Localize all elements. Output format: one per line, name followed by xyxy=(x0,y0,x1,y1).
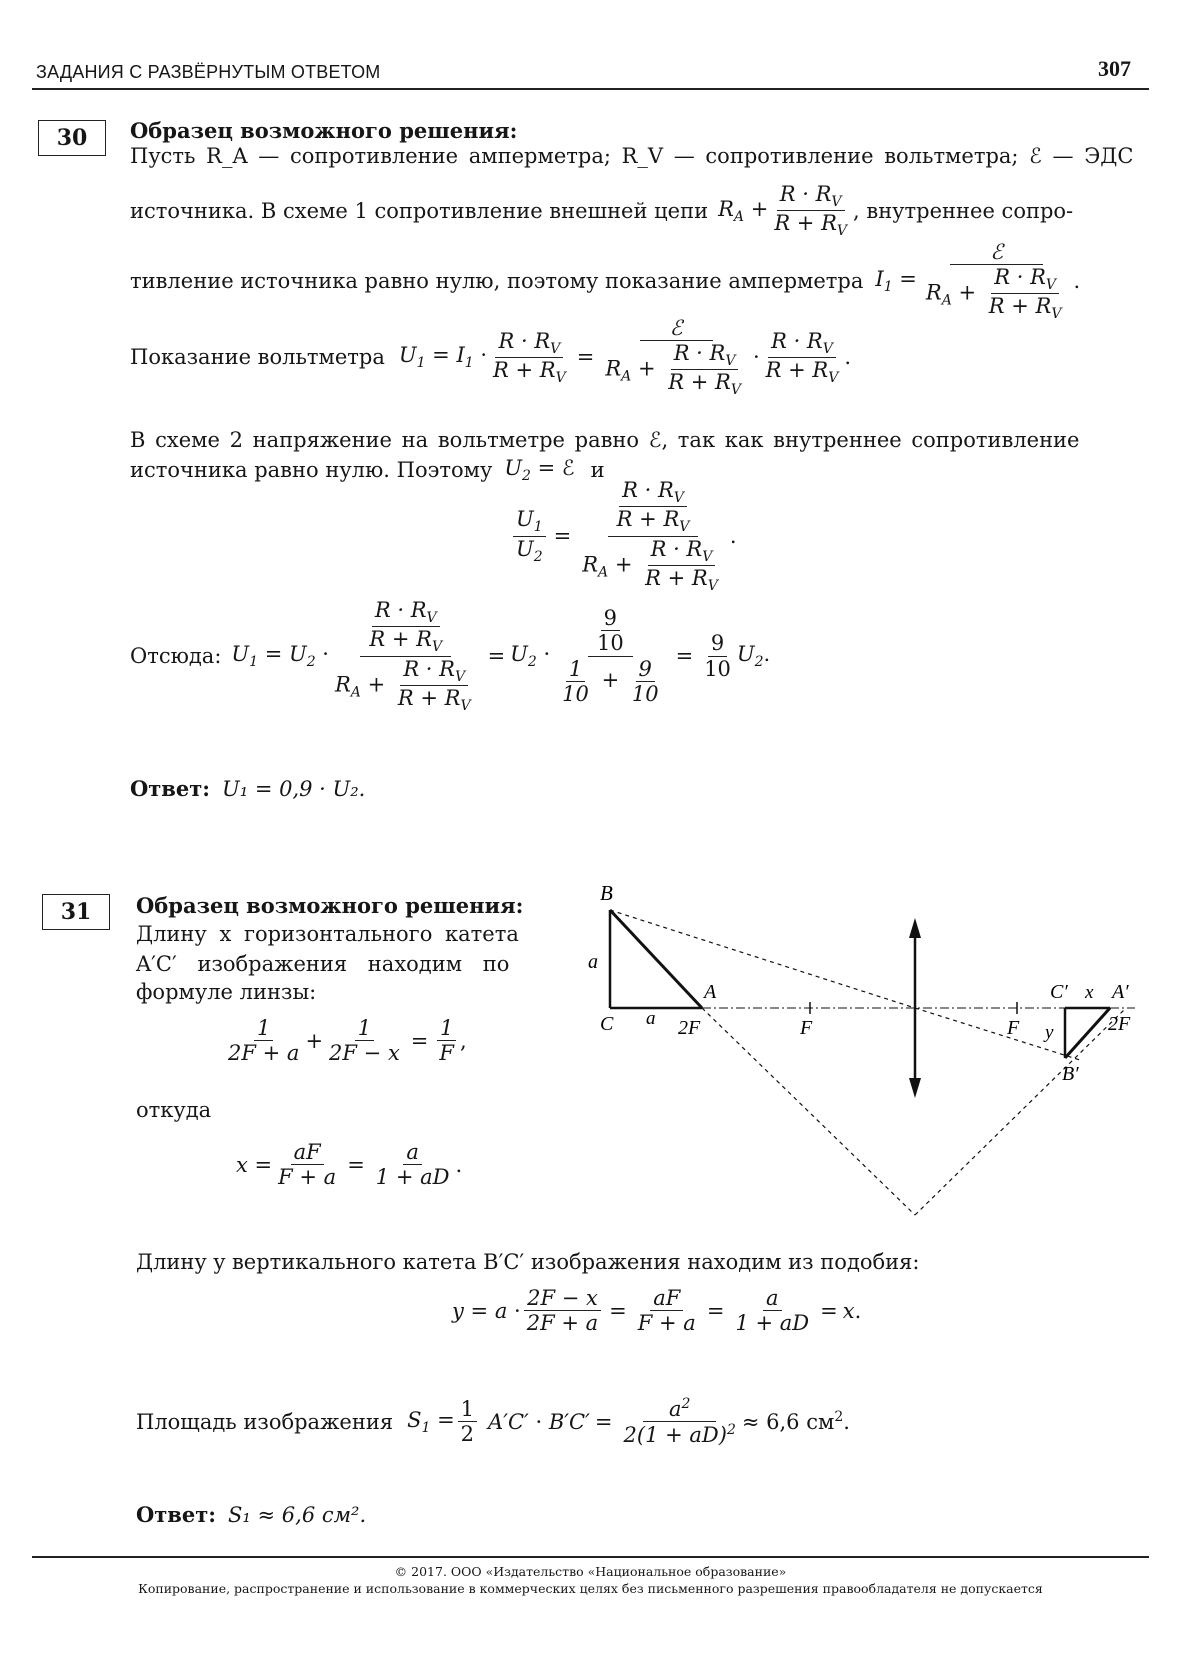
area-text: Площадь изображения xyxy=(136,1409,394,1434)
task-30-line5: В схеме 2 напряжение на вольтметре равно ℰ, так как внутреннее сопротивление xyxy=(130,428,1080,452)
line6-text-b: и xyxy=(590,458,605,483)
task-30-number: 30 xyxy=(38,120,106,156)
header-rule xyxy=(32,88,1149,90)
ray-center-bprime xyxy=(915,1008,1080,1060)
x-formula: x = $\frac{aF}{F + a}$ = $\frac{a}{1 + aD}$ . xyxy=(236,1140,463,1190)
task-31-text1: Длину x горизонтального катета xyxy=(136,922,519,946)
footer-notice: Копирование, распространение и использование в коммерческих целях без письменного разрешения правообладателя не допускается xyxy=(138,1581,1043,1596)
task-31-heading: Образец возможного решения: xyxy=(136,893,524,918)
answer-31-label: Ответ: xyxy=(136,1502,217,1527)
label-2f-left: 2F xyxy=(678,1017,701,1039)
lens-arrow-bottom xyxy=(909,1078,921,1098)
whence-text: откуда xyxy=(136,1098,212,1122)
lens-diagram xyxy=(580,880,1150,1220)
line6-text: источника равно нулю. Поэтому xyxy=(130,458,493,483)
label-b: B xyxy=(600,881,613,905)
line2-text-a: источника. В схеме 1 сопротивление внешней цепи xyxy=(130,198,709,223)
label-bprime: B′ xyxy=(1062,1063,1079,1085)
label-x: x xyxy=(1085,982,1094,1003)
label-a-side: a xyxy=(588,951,598,973)
label-f-right: F xyxy=(1007,1017,1020,1039)
answer-label: Ответ: xyxy=(130,776,211,801)
task-30-line2: источника. В схеме 1 сопротивление внешней цепи $R_A$ + $\frac{R \cdot R_V}{R + R_V}$ , внутреннее сопро- xyxy=(130,182,1074,240)
label-a-point: A xyxy=(704,981,717,1003)
task-31-number: 31 xyxy=(42,894,110,930)
rv-fraction: $\frac{R \cdot R_V}{R + R_V}$ xyxy=(774,182,848,240)
y-formula: y = a · $\frac{2F - x}{2F + a}$ = $\frac{aF}{F + a}$ = $\frac{a}{1 + aD}$ = x. xyxy=(452,1286,862,1336)
line3-text: тивление источника равно нулю, поэтому показание амперметра xyxy=(130,269,864,294)
label-a-base: a xyxy=(646,1008,656,1029)
line2-text-b: , внутреннее сопро- xyxy=(853,198,1074,223)
label-aprime: A′ xyxy=(1112,981,1129,1003)
label-f-left: F xyxy=(800,1017,813,1039)
footer-rule xyxy=(32,1556,1149,1558)
task-31-text2: A′C′ изображения находим по xyxy=(136,952,510,976)
lens-arrow-top xyxy=(909,918,921,938)
task-30-line1: Пусть R_A — сопротивление амперметра; R_V — сопротивление вольтметра; ℰ — ЭДС xyxy=(130,144,1134,168)
page-number: 307 xyxy=(1098,56,1131,81)
answer-31-value: S₁ ≈ 6,6 см². xyxy=(228,1502,367,1527)
task-31-text3: формуле линзы: xyxy=(136,980,317,1004)
task-30-line6: источника равно нулю. Поэтому $U_2$ = ℰ и xyxy=(130,456,605,485)
task-31-text4: Длину y вертикального катета B′C′ изображения находим из подобия: xyxy=(136,1250,920,1274)
label-cprime: C′ xyxy=(1050,981,1068,1003)
image-hypotenuse xyxy=(1065,1008,1110,1058)
running-header: ЗАДАНИЯ С РАЗВЁРНУТЫМ ОТВЕТОМ xyxy=(36,62,381,82)
task-30-line4: Показание вольтметра $U_1 = I_1$ · $\frac{R \cdot R_V}{R + R_V}$ = ℰ $R_A$ + $\frac{R \cdot R_V}{R + R_V}$ · $\frac{R \cdot R_V}{R + R_V}$ . xyxy=(130,316,852,399)
ray-a-lens xyxy=(702,1008,915,1215)
hence-label: Отсюда: xyxy=(130,644,222,669)
task-30-line3: тивление источника равно нулю, поэтому показание амперметра $I_1$ = ℰ $R_A$ + $\frac{R \cdot R_V}{R + R_V}$ . xyxy=(130,240,1081,323)
lens-formula: $\frac{1}{2F + a}$ + $\frac{1}{2F - x}$ = $\frac{1}{F}$ , xyxy=(228,1016,467,1066)
label-2f-right: 2F xyxy=(1108,1013,1131,1035)
label-c: C xyxy=(600,1013,614,1035)
area-formula: Площадь изображения $S_1$ = $\frac{1}{2}$ A′C′ · B′C′ = $\frac{a^2}{2(1 + aD)^2}$ ≈ 6,6 $см^2$. xyxy=(136,1396,850,1448)
task-30-heading: Образец возможного решения: xyxy=(130,118,518,143)
task-31-answer xyxy=(136,1502,366,1527)
line4-text: Показание вольтметра xyxy=(130,345,385,370)
footer-copyright: © 2017. ООО «Издательство «Национальное образование» xyxy=(394,1564,787,1579)
ratio-formula: $\frac{U_1}{U_2}$ = $\frac{R \cdot R_V}{R + R_V}$ $R_A$ + $\frac{R \cdot R_V}{R + R_V}$ . xyxy=(510,478,737,594)
hence-formula: Отсюда: $U_1 = U_2$ · $\frac{R \cdot R_V}{R + R_V}$ $R_A$ + $\frac{R \cdot R_V}{R + R_V}$ = $U_2$ · $\frac{9}{10}$ $\frac{1}{10}$ + $\frac{9}{10}$ = $\frac{9}{10}$ $U_2$. xyxy=(130,598,771,715)
label-y: y xyxy=(1045,1022,1054,1043)
task-30-answer xyxy=(130,776,365,801)
ray-lens-aprime xyxy=(915,1008,1126,1215)
answer-value: U₁ = 0,9 · U₂. xyxy=(222,776,366,801)
